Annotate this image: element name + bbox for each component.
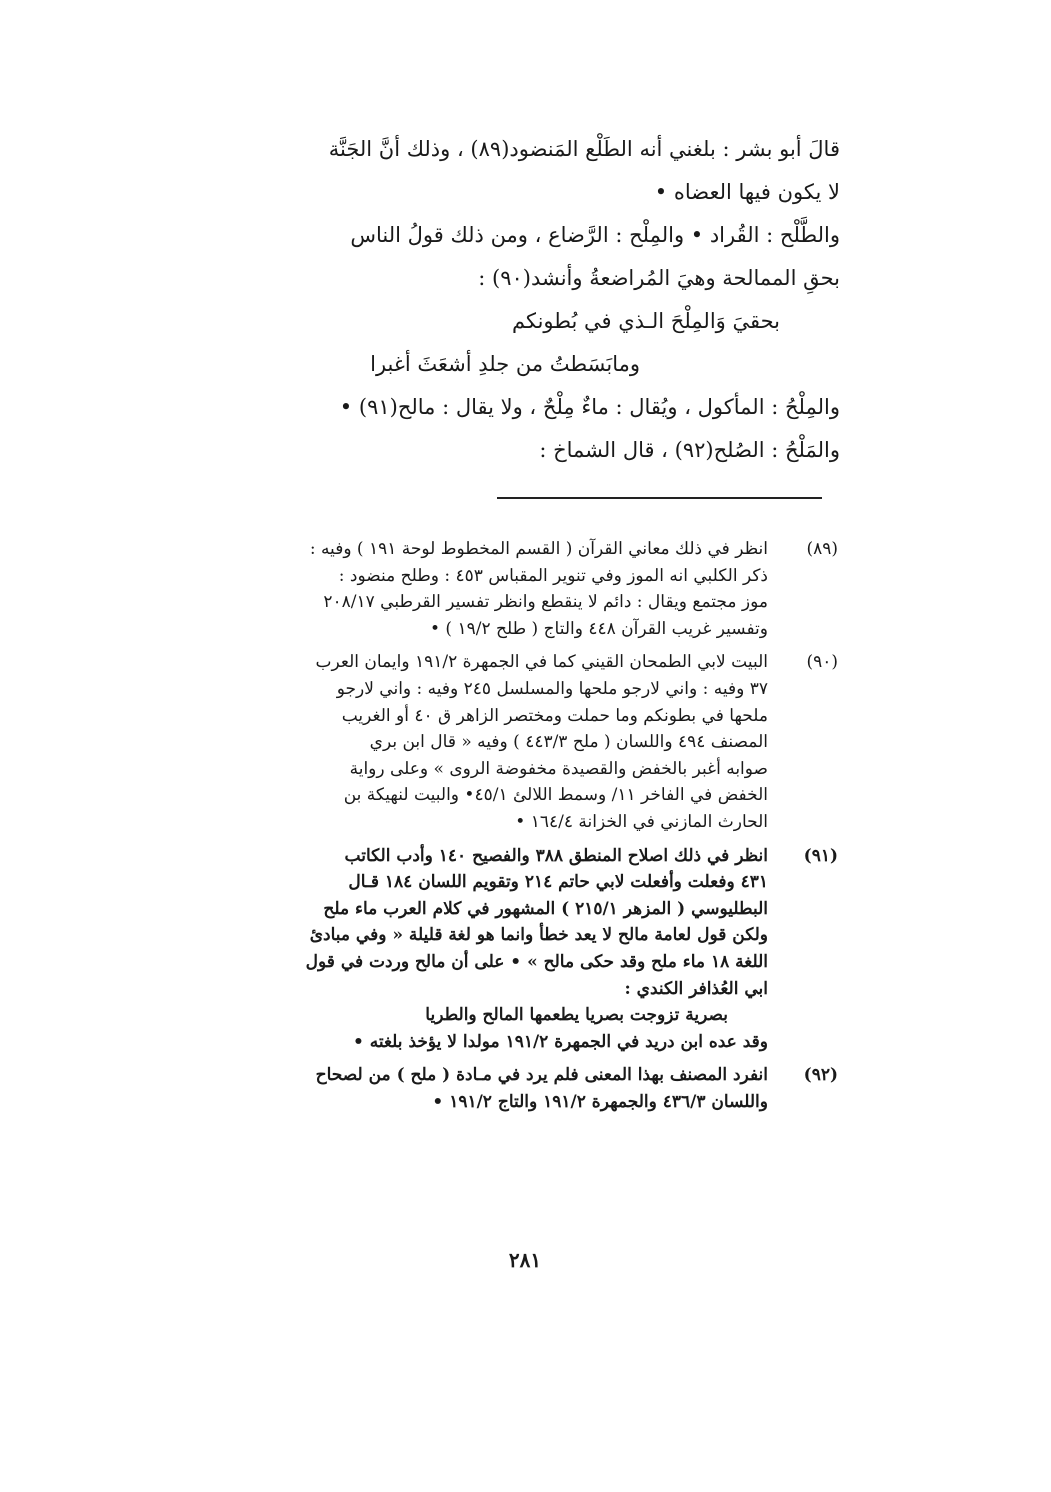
footnote-number: (٨٩)	[806, 539, 838, 559]
footnote-line: انفرد المصنف بهذا المعنى فلم يرد في مـادة ( ملح ) من لصحاح	[315, 1065, 768, 1086]
footnotes	[190, 536, 838, 1122]
footnote-line: المصنف ٤٩٤ واللسان ( ملح ٤٤٣/٣ ) وفيه « قال ابن بري	[369, 732, 768, 753]
footnote-line: ٣٧ وفيه : واني لارجو ملحها والمسلسل ٢٤٥ وفيه : واني لارجو	[336, 678, 768, 699]
footnote-line: البيت لابي الطمحان القيني كما في الجمهرة ١٩١/٢ وايمان العرب	[315, 652, 768, 673]
footnote-line: ذكر الكلبي انه الموز وفي تنوير المقباس ٤٥٣ : وطلح منضود :	[338, 565, 768, 586]
page-number: ٢٨١	[508, 1248, 542, 1272]
main-line: والمِلْحُ : المأكول ، ويُقال : ماءٌ مِلْحٌ ، ولا يقال : مالح(٩١) •	[339, 395, 840, 419]
main-text	[190, 128, 840, 472]
footnote-line: صوابه أغبر بالخفض والقصيدة مخفوضة الروى » وعلى رواية	[349, 758, 768, 779]
footnote-90	[190, 649, 838, 835]
footnote-line: واللسان ٤٣٦/٣ والجمهرة ١٩١/٢ والتاج ١٩١/٢ •	[432, 1091, 768, 1112]
footnote-89	[190, 536, 838, 642]
footnote-number: (٩١)	[803, 845, 838, 866]
verse-line: بحقيَ وَالمِلْحَ الـذي في بُطونكم	[512, 309, 780, 333]
footnote-line: البطليوسي ( المزهر ٢١٥/١ ) المشهور في كلام العرب ماء ملح	[323, 898, 768, 919]
verse-line: ومابَسَطتُ من جلدِ أشعَثَ أغبرا	[370, 352, 640, 376]
main-line: والطَّلْح : القُراد • والمِلْح : الرَّضاع ، ومن ذلك قولُ الناس	[350, 223, 840, 247]
footnote-line: ملحها في بطونكم وما حملت ومختصر الزاهر ق ٤٠ أو الغريب	[341, 705, 768, 726]
footnote-line: وقد عده ابن دريد في الجمهرة ١٩١/٢ مولدا لا يؤخذ بلغته •	[352, 1031, 768, 1052]
main-line: قالَ أبو بشر : بلغني أنه الطَلْع المَنضود(٨٩) ، وذلك أنَّ الجَنَّة	[328, 137, 840, 161]
footnote-line: الحارث المازني في الخزانة ١٦٤/٤ •	[515, 811, 768, 832]
footnote-line: انظر في ذلك معاني القرآن ( القسم المخطوط لوحة ١٩١ ) وفيه :	[309, 539, 768, 559]
footnote-line: ولكن قول لعامة مالح لا يعد خطأ وانما هو لغة قليلة « وفي مبادئ	[309, 925, 768, 946]
footnote-line: موز مجتمع ويقال : دائم لا ينقطع وانظر تفسير القرطبي ٢٠٨/١٧	[323, 592, 768, 613]
main-line: والمَلْحُ : الصُلح(٩٢) ، قال الشماخ :	[539, 438, 840, 462]
footnote-divider	[497, 497, 822, 499]
footnote-line: ٤٣١ وفعلت وأفعلت لابي حاتم ٢١٤ وتقويم اللسان ١٨٤ قـال	[348, 872, 768, 893]
footnote-line: اللغة ١٨ ماء ملح وقد حكى مالح » • على أن مالح وردت في قول	[305, 951, 768, 972]
footnote-line: انظر في ذلك اصلاح المنطق ٣٨٨ والفصيح ١٤٠ وأدب الكاتب	[344, 845, 768, 866]
main-line: لا يكون فيها العضاه •	[654, 180, 840, 204]
footnote-line: الخفض في الفاخر ١١/ وسمط اللالئ ٤٥/١• والبيت لنهيكة بن	[343, 785, 768, 806]
footnote-number: (٩٠)	[806, 652, 838, 673]
footnote-line: ابي العُذافر الكندي :	[624, 978, 768, 999]
footnote-verse-line: بصرية تزوجت بصريا يطعمها المالح والطريا	[425, 1005, 728, 1026]
footnote-92	[190, 1062, 838, 1115]
footnote-line: وتفسير غريب القرآن ٤٤٨ والتاج ( طلح ١٩/٢ ) •	[430, 618, 768, 639]
main-line: بحقِ الممالحة وهيَ المُراضعةُ وأنشد(٩٠) :	[478, 266, 840, 290]
footnote-number: (٩٢)	[803, 1065, 838, 1086]
footnote-91	[190, 843, 838, 1056]
